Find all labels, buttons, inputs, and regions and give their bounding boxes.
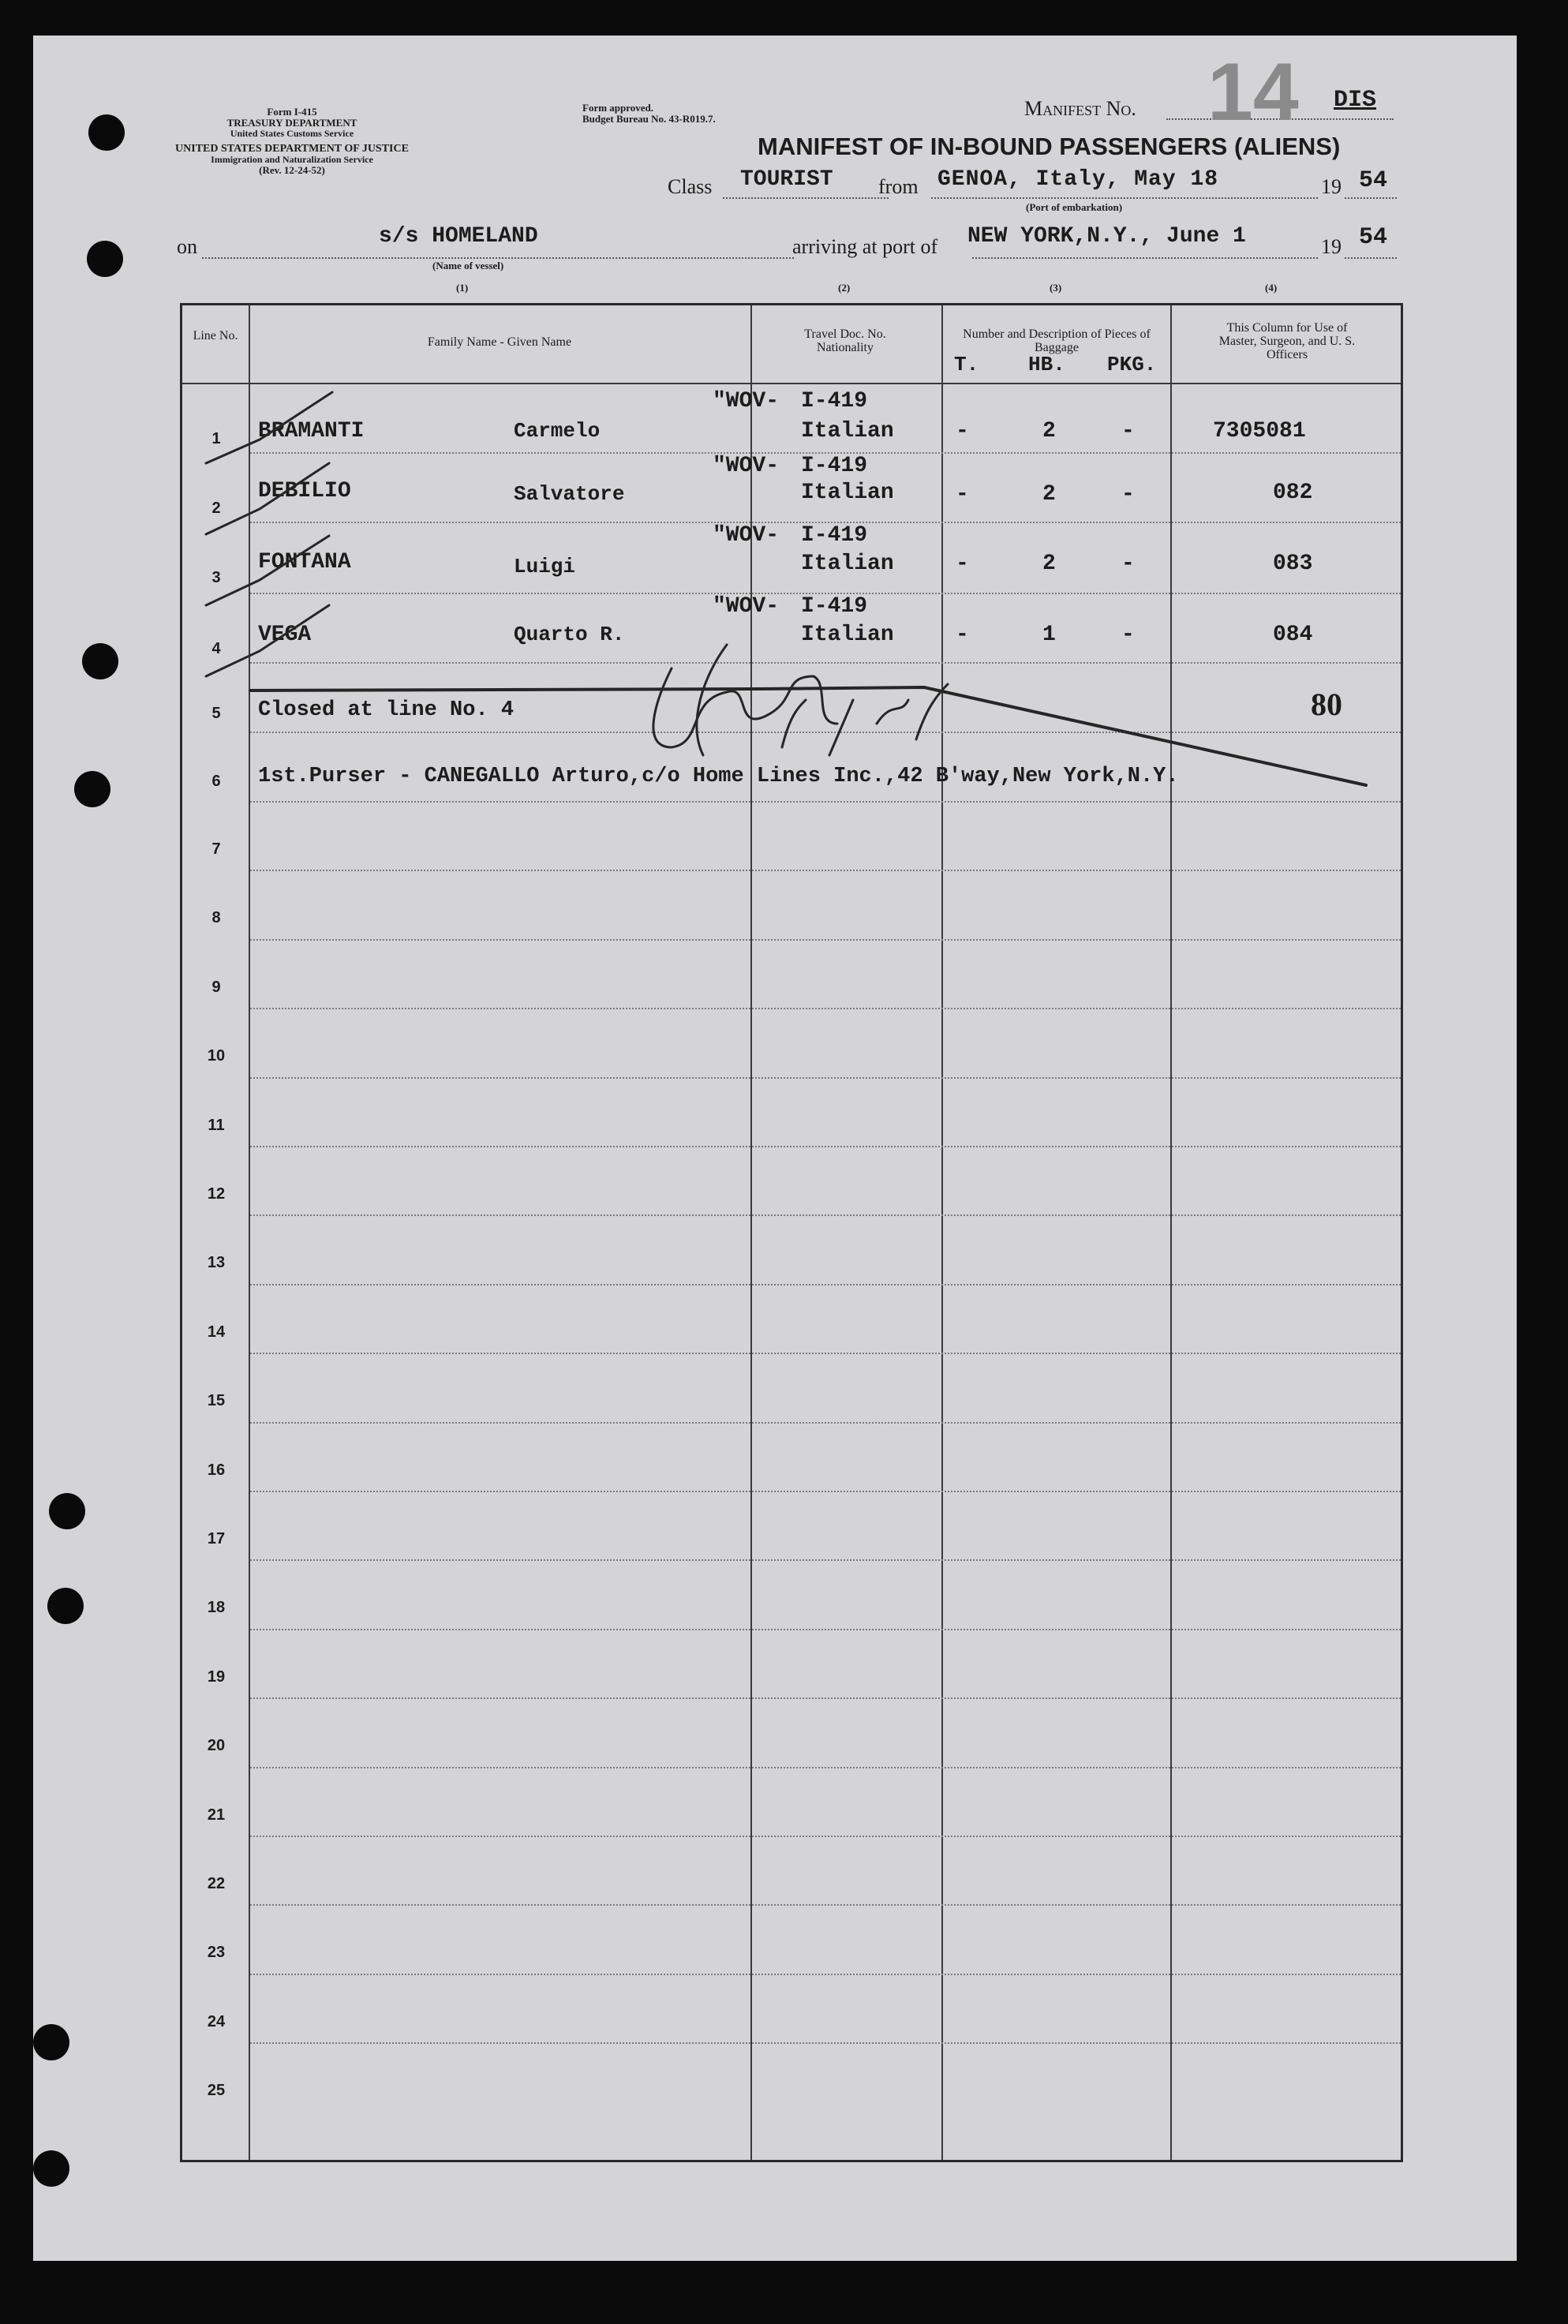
binder-hole (49, 1493, 85, 1529)
bag-hb: 2 (1042, 552, 1056, 576)
manifest-suffix: DIS (1334, 87, 1377, 114)
table-row (182, 1699, 1401, 1768)
table-row (182, 1492, 1401, 1561)
bag-pkg: - (1121, 482, 1135, 507)
table-row (182, 1975, 1401, 2044)
form-approval (582, 103, 716, 125)
bag-t: - (956, 419, 969, 443)
bag-pkg: - (1121, 552, 1135, 576)
line-number: 18 (207, 1599, 226, 1617)
line-number: 6 (211, 773, 221, 790)
manifest-number-stamp: 14 (1207, 47, 1299, 138)
doc-prefix: "WOV- (713, 454, 780, 478)
form-number: Form I-415 (267, 106, 317, 118)
passenger-table (180, 303, 1403, 2162)
binder-hole (88, 114, 125, 151)
vessel-caption: (Name of vessel) (432, 260, 504, 271)
closing-row (182, 664, 1401, 733)
arrival-line (972, 257, 1318, 259)
binder-hole (87, 241, 123, 277)
bag-hb: 2 (1042, 419, 1056, 443)
header-name: Family Name - Given Name (427, 335, 572, 349)
column-number-4: (4) (1265, 282, 1278, 294)
binder-hole (82, 643, 118, 679)
year-value: 54 (1359, 167, 1388, 194)
customs-service: United States Customs Service (230, 128, 354, 139)
family-name: DEBILIO (258, 479, 351, 503)
travel-doc: I-419 (801, 454, 868, 478)
line-number: 4 (211, 640, 221, 657)
table-row (182, 871, 1401, 940)
table-row (182, 594, 1401, 664)
bag-pkg: - (1121, 623, 1135, 647)
officer-number: 7305081 (1213, 419, 1306, 443)
arrival-value: NEW YORK,N.Y., June 1 (967, 224, 1246, 249)
family-name: BRAMANTI (258, 419, 365, 443)
line-number: 5 (211, 705, 221, 722)
line-number: 25 (207, 2082, 226, 2100)
binder-hole (47, 1588, 84, 1624)
from-line (931, 197, 1318, 199)
family-name: VEGA (258, 623, 312, 647)
line-number: 10 (207, 1047, 226, 1065)
table-row (182, 523, 1401, 594)
line-number: 17 (207, 1530, 226, 1547)
doc-prefix: "WOV- (713, 594, 780, 619)
from-label: from (878, 175, 919, 198)
table-row (182, 1079, 1401, 1147)
bag-hb: 2 (1042, 482, 1056, 507)
table-row (182, 1147, 1401, 1216)
line-number: 22 (207, 1875, 226, 1892)
line-number: 14 (207, 1323, 226, 1341)
table-row (182, 803, 1401, 871)
column-number-3: (3) (1050, 282, 1062, 294)
table-row (182, 1768, 1401, 1837)
bag-pkg: - (1121, 419, 1135, 443)
family-name: FONTANA (258, 550, 351, 574)
officer-number: 083 (1273, 552, 1313, 576)
line-number: 7 (211, 840, 221, 858)
line-number: 21 (207, 1806, 226, 1824)
line-number: 23 (207, 1944, 226, 1962)
bag-t: - (956, 623, 969, 647)
table-row (182, 1630, 1401, 1699)
header-bag-t: T. (954, 353, 979, 376)
line-number: 13 (207, 1254, 226, 1272)
given-name: Salvatore (514, 482, 625, 506)
given-name: Luigi (514, 555, 576, 578)
stamp-number: 80 (1311, 687, 1342, 722)
column-number-2: (2) (838, 282, 851, 294)
class-label: Class (668, 175, 713, 198)
purser-text: 1st.Purser - CANEGALLO Arturo,c/o Home Lines Inc.,42 B'way,New York,N.Y. (258, 765, 1179, 788)
header-officers: This Column for Use of Master, Surgeon, and U. S. Officers (1218, 321, 1356, 361)
travel-doc: I-419 (801, 594, 868, 619)
form-approved: Form approved. (582, 102, 654, 114)
line-number: 8 (211, 909, 221, 927)
binder-hole (33, 2024, 69, 2060)
immigration-service: Immigration and Naturalization Service (211, 154, 373, 165)
doc-prefix: "WOV- (713, 523, 780, 548)
table-row (182, 384, 1401, 454)
table-row (182, 1354, 1401, 1423)
nationality: Italian (801, 419, 894, 443)
form-info (162, 107, 422, 176)
table-row (182, 1906, 1401, 1974)
nationality: Italian (801, 481, 894, 505)
line-number: 16 (207, 1461, 226, 1479)
justice-department: UNITED STATES DEPARTMENT OF JUSTICE (175, 143, 409, 155)
table-row (182, 1837, 1401, 1906)
line-number: 3 (211, 569, 221, 586)
closed-text: Closed at line No. 4 (258, 698, 515, 722)
embarkation-value: GENOA, Italy, May 18 (937, 167, 1219, 192)
binder-hole (33, 2150, 69, 2187)
nationality: Italian (801, 552, 894, 576)
purser-row (182, 733, 1401, 803)
bag-hb: 1 (1042, 623, 1056, 647)
line-number: 19 (207, 1667, 226, 1686)
line-number: 11 (208, 1116, 225, 1134)
bag-t: - (956, 552, 969, 576)
table-row (182, 1561, 1401, 1630)
bag-t: - (956, 482, 969, 507)
table-row (182, 1285, 1401, 1354)
revision-date: (Rev. 12-24-52) (259, 164, 325, 176)
year-prefix: 19 (1321, 175, 1342, 198)
table-row (182, 1009, 1401, 1078)
year2-line (1345, 257, 1397, 259)
treasury-department: TREASURY DEPARTMENT (226, 117, 357, 129)
manifest-no-label: Manifest No. (1024, 97, 1136, 120)
given-name: Quarto R. (514, 623, 625, 646)
header-travel-doc: Travel Doc. No. Nationality (804, 327, 886, 354)
line-number: 24 (207, 2012, 226, 2030)
binder-hole (74, 771, 110, 807)
nationality: Italian (801, 623, 894, 647)
line-number: 2 (211, 500, 221, 517)
table-row (182, 1424, 1401, 1492)
line-number: 20 (207, 1737, 226, 1755)
vessel-name: s/s HOMELAND (379, 224, 538, 249)
year2-prefix: 19 (1321, 235, 1342, 258)
year-line (1345, 197, 1397, 199)
arriving-label: arriving at port of (792, 235, 938, 258)
year2-value: 54 (1359, 224, 1388, 251)
given-name: Carmelo (514, 419, 601, 443)
budget-bureau: Budget Bureau No. 43-R019.7. (582, 113, 716, 125)
header-bag-pkg: PKG. (1107, 353, 1157, 376)
table-row (182, 941, 1401, 1009)
line-number: 9 (211, 978, 221, 996)
table-row (182, 2044, 1401, 2113)
travel-doc: I-419 (801, 523, 868, 548)
officer-number: 082 (1273, 481, 1313, 505)
officer-number: 084 (1273, 623, 1313, 647)
header-bag-hb: HB. (1028, 353, 1065, 376)
line-number: 15 (207, 1392, 226, 1410)
header-line-no: Line No. (193, 329, 238, 342)
line-number: 1 (211, 430, 221, 447)
table-row (182, 1216, 1401, 1285)
line-number: 12 (207, 1185, 226, 1203)
manifest-title: MANIFEST OF IN-BOUND PASSENGERS (ALIENS) (758, 133, 1341, 160)
doc-prefix: "WOV- (713, 389, 780, 414)
column-number-1: (1) (456, 282, 469, 294)
on-label: on (177, 235, 197, 258)
class-value: TOURIST (740, 167, 833, 192)
header-baggage: Number and Description of Pieces of Baggage (963, 327, 1151, 354)
port-caption: (Port of embarkation) (1026, 201, 1123, 213)
travel-doc: I-419 (801, 389, 868, 414)
class-line (723, 197, 889, 199)
table-row (182, 454, 1401, 523)
vessel-line (202, 257, 794, 259)
